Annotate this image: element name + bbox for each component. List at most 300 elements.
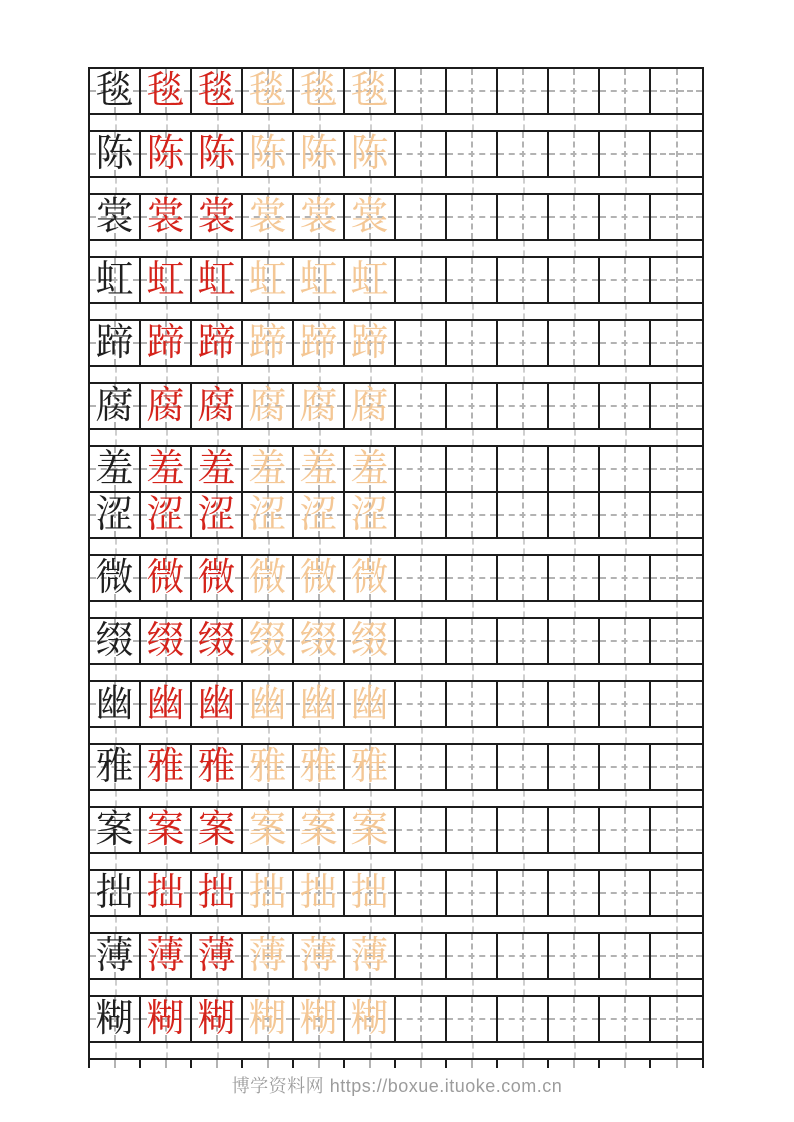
gap-dash-tick <box>421 115 423 130</box>
gap-dash-tick <box>472 791 474 806</box>
empty-practice-cell <box>549 619 600 663</box>
practice-row-裳 <box>88 193 704 241</box>
gap-dash-tick <box>370 665 372 680</box>
trace-cell <box>294 808 345 852</box>
empty-practice-cell <box>600 258 651 302</box>
model-cell <box>192 871 243 915</box>
empty-practice-cell <box>549 871 600 915</box>
trace-character: 蹄 <box>350 322 389 364</box>
trace-cell <box>345 69 396 113</box>
empty-practice-cell <box>549 934 600 978</box>
empty-practice-cell <box>549 69 600 113</box>
empty-practice-cell <box>498 258 549 302</box>
gap-dash-tick <box>625 917 627 932</box>
trace-cell <box>243 808 294 852</box>
trace-cell <box>345 447 396 491</box>
practice-row-毯 <box>88 67 704 115</box>
gap-dash-tick <box>166 1043 168 1058</box>
gap-dash-tick <box>217 241 219 256</box>
gap-dash-tick <box>574 728 576 743</box>
model-cell <box>141 997 192 1041</box>
gap-dash-tick <box>625 1043 627 1058</box>
trace-character: 案 <box>350 809 389 851</box>
empty-practice-cell <box>396 258 447 302</box>
example-character: 陈 <box>95 133 134 175</box>
trace-character: 雅 <box>299 746 338 788</box>
gap-dash-tick <box>472 430 474 445</box>
gap-dash-tick <box>217 980 219 995</box>
empty-practice-cell <box>498 556 549 600</box>
empty-practice-cell <box>600 871 651 915</box>
trace-character: 腐 <box>248 385 287 427</box>
example-cell <box>90 619 141 663</box>
trace-character: 薄 <box>248 935 287 977</box>
trace-cell <box>345 997 396 1041</box>
row-gap <box>88 665 704 680</box>
empty-practice-cell <box>447 1060 498 1068</box>
empty-practice-cell <box>651 1060 702 1068</box>
empty-practice-cell <box>447 745 498 789</box>
empty-practice-cell <box>549 321 600 365</box>
gap-dash-tick <box>217 665 219 680</box>
example-cell <box>90 384 141 428</box>
trace-character: 裳 <box>350 196 389 238</box>
empty-practice-cell <box>600 619 651 663</box>
empty-practice-cell <box>498 871 549 915</box>
empty-practice-cell <box>651 447 702 491</box>
trace-character: 虹 <box>350 259 389 301</box>
gap-dash-tick <box>421 791 423 806</box>
model-cell <box>192 258 243 302</box>
gap-dash-tick <box>472 539 474 554</box>
row-gap <box>88 728 704 743</box>
gap-dash-tick <box>217 539 219 554</box>
example-character: 涩 <box>95 494 134 536</box>
empty-practice-cell <box>498 934 549 978</box>
row-gap <box>88 304 704 319</box>
empty-practice-cell <box>498 321 549 365</box>
gap-dash-tick <box>472 854 474 869</box>
gap-dash-tick <box>574 241 576 256</box>
model-cell <box>141 132 192 176</box>
trace-character: 涩 <box>350 494 389 536</box>
empty-practice-cell <box>600 556 651 600</box>
model-cell <box>192 808 243 852</box>
gap-dash-tick <box>370 791 372 806</box>
empty-practice-cell <box>498 493 549 537</box>
gap-dash-tick <box>523 728 525 743</box>
practice-row-虹 <box>88 256 704 304</box>
gap-dash-tick <box>370 115 372 130</box>
empty-practice-cell <box>396 1060 447 1068</box>
practice-row-案 <box>88 806 704 854</box>
trace-character: 陈 <box>299 133 338 175</box>
empty-practice-cell <box>498 619 549 663</box>
gap-dash-tick <box>268 854 270 869</box>
trace-character: 虹 <box>248 259 287 301</box>
example-character: 案 <box>95 809 134 851</box>
empty-practice-cell <box>396 195 447 239</box>
gap-dash-tick <box>166 367 168 382</box>
gap-dash-tick <box>217 728 219 743</box>
gap-dash-tick <box>625 728 627 743</box>
gap-dash-tick <box>421 980 423 995</box>
empty-practice-cell <box>651 493 702 537</box>
gap-dash-tick <box>523 665 525 680</box>
gap-dash-tick <box>574 665 576 680</box>
gap-dash-tick <box>574 304 576 319</box>
empty-practice-cell <box>294 1060 345 1068</box>
gap-dash-tick <box>625 980 627 995</box>
model-character: 幽 <box>197 683 236 725</box>
gap-dash-tick <box>625 367 627 382</box>
trace-character: 缀 <box>350 620 389 662</box>
gap-dash-tick <box>472 367 474 382</box>
model-character: 雅 <box>197 746 236 788</box>
model-cell <box>192 682 243 726</box>
trace-cell <box>294 384 345 428</box>
trace-character: 糊 <box>299 998 338 1040</box>
gap-dash-tick <box>421 854 423 869</box>
gap-dash-tick <box>115 178 117 193</box>
gap-dash-tick <box>472 980 474 995</box>
empty-practice-cell <box>498 682 549 726</box>
example-character: 糊 <box>95 998 134 1040</box>
trace-cell <box>294 321 345 365</box>
gap-dash-tick <box>370 430 372 445</box>
model-character: 缀 <box>197 620 236 662</box>
trace-character: 缀 <box>248 620 287 662</box>
gap-dash-tick <box>370 178 372 193</box>
trace-character: 涩 <box>248 494 287 536</box>
gap-dash-tick <box>115 980 117 995</box>
empty-practice-cell <box>600 132 651 176</box>
empty-practice-cell <box>498 69 549 113</box>
model-character: 案 <box>197 809 236 851</box>
gap-dash-tick <box>319 1043 321 1058</box>
gap-dash-tick <box>115 430 117 445</box>
empty-practice-cell <box>651 258 702 302</box>
practice-row-蹄 <box>88 319 704 367</box>
gap-dash-tick <box>370 539 372 554</box>
trace-character: 腐 <box>299 385 338 427</box>
gap-dash-tick <box>268 304 270 319</box>
gap-dash-tick <box>319 791 321 806</box>
trace-cell <box>243 493 294 537</box>
model-cell <box>141 556 192 600</box>
empty-practice-cell <box>447 808 498 852</box>
empty-practice-cell <box>651 556 702 600</box>
practice-row-糊 <box>88 995 704 1043</box>
example-cell <box>90 493 141 537</box>
trace-cell <box>345 871 396 915</box>
gap-dash-tick <box>676 304 678 319</box>
empty-practice-cell <box>396 321 447 365</box>
gap-dash-tick <box>625 178 627 193</box>
empty-practice-cell <box>396 384 447 428</box>
example-character: 羞 <box>95 448 134 490</box>
gap-dash-tick <box>319 854 321 869</box>
model-character: 裳 <box>197 196 236 238</box>
model-character: 腐 <box>197 385 236 427</box>
trace-cell <box>243 69 294 113</box>
trace-cell <box>345 556 396 600</box>
gap-dash-tick <box>319 980 321 995</box>
gap-dash-tick <box>268 917 270 932</box>
empty-practice-cell <box>141 1060 192 1068</box>
gap-dash-tick <box>523 430 525 445</box>
gap-dash-tick <box>115 367 117 382</box>
model-cell <box>141 384 192 428</box>
empty-practice-cell <box>549 132 600 176</box>
gap-dash-tick <box>574 791 576 806</box>
gap-dash-tick <box>217 367 219 382</box>
empty-practice-cell <box>447 934 498 978</box>
empty-practice-cell <box>396 997 447 1041</box>
gap-dash-tick <box>268 665 270 680</box>
model-character: 拙 <box>197 872 236 914</box>
model-character: 糊 <box>146 998 185 1040</box>
practice-row-缀 <box>88 617 704 665</box>
example-character: 腐 <box>95 385 134 427</box>
empty-practice-cell <box>498 195 549 239</box>
empty-practice-cell <box>600 682 651 726</box>
empty-practice-cell <box>498 384 549 428</box>
practice-row-陈 <box>88 130 704 178</box>
gap-dash-tick <box>217 1043 219 1058</box>
gap-dash-tick <box>217 602 219 617</box>
gap-dash-tick <box>319 602 321 617</box>
trace-character: 案 <box>248 809 287 851</box>
model-cell <box>192 556 243 600</box>
gap-dash-tick <box>625 539 627 554</box>
gap-dash-tick <box>421 1043 423 1058</box>
gap-dash-tick <box>625 602 627 617</box>
empty-practice-cell <box>396 132 447 176</box>
trace-cell <box>243 745 294 789</box>
trace-character: 毯 <box>350 70 389 112</box>
trace-character: 毯 <box>248 70 287 112</box>
trace-cell <box>345 132 396 176</box>
trace-character: 幽 <box>248 683 287 725</box>
gap-dash-tick <box>319 917 321 932</box>
empty-practice-cell <box>447 132 498 176</box>
trace-cell <box>345 195 396 239</box>
practice-row-涩 <box>88 491 704 539</box>
empty-practice-cell <box>651 682 702 726</box>
trace-character: 毯 <box>299 70 338 112</box>
example-cell <box>90 195 141 239</box>
gap-dash-tick <box>676 602 678 617</box>
gap-dash-tick <box>217 178 219 193</box>
example-cell <box>90 258 141 302</box>
trace-character: 微 <box>350 557 389 599</box>
empty-practice-cell <box>651 69 702 113</box>
model-cell <box>141 682 192 726</box>
gap-dash-tick <box>676 1043 678 1058</box>
empty-practice-cell <box>651 997 702 1041</box>
model-character: 幽 <box>146 683 185 725</box>
trace-character: 蹄 <box>299 322 338 364</box>
gap-dash-tick <box>421 539 423 554</box>
gap-dash-tick <box>268 178 270 193</box>
empty-practice-cell <box>447 556 498 600</box>
empty-practice-cell <box>600 384 651 428</box>
gap-dash-tick <box>166 539 168 554</box>
example-character: 虹 <box>95 259 134 301</box>
gap-dash-tick <box>523 854 525 869</box>
empty-practice-cell <box>498 132 549 176</box>
empty-practice-cell <box>396 871 447 915</box>
gap-dash-tick <box>268 115 270 130</box>
model-cell <box>141 493 192 537</box>
model-character: 薄 <box>197 935 236 977</box>
gap-dash-tick <box>676 539 678 554</box>
empty-practice-cell <box>600 195 651 239</box>
empty-practice-cell <box>651 384 702 428</box>
example-character: 微 <box>95 557 134 599</box>
gap-dash-tick <box>268 602 270 617</box>
empty-practice-cell <box>600 493 651 537</box>
gap-dash-tick <box>523 980 525 995</box>
gap-dash-tick <box>319 665 321 680</box>
gap-dash-tick <box>370 728 372 743</box>
empty-practice-cell <box>447 195 498 239</box>
trace-cell <box>345 808 396 852</box>
gap-dash-tick <box>472 1043 474 1058</box>
example-cell <box>90 321 141 365</box>
empty-practice-cell <box>600 997 651 1041</box>
row-gap <box>88 539 704 554</box>
gap-dash-tick <box>574 980 576 995</box>
model-character: 案 <box>146 809 185 851</box>
empty-practice-cell <box>447 69 498 113</box>
empty-practice-cell <box>396 556 447 600</box>
trace-character: 微 <box>248 557 287 599</box>
empty-practice-cell <box>549 447 600 491</box>
gap-dash-tick <box>523 602 525 617</box>
gap-dash-tick <box>166 430 168 445</box>
model-cell <box>141 447 192 491</box>
gap-dash-tick <box>676 665 678 680</box>
empty-practice-cell <box>549 258 600 302</box>
gap-dash-tick <box>166 980 168 995</box>
gap-dash-tick <box>115 602 117 617</box>
trace-character: 虹 <box>299 259 338 301</box>
example-cell <box>90 447 141 491</box>
model-character: 微 <box>146 557 185 599</box>
row-gap <box>88 791 704 806</box>
empty-practice-cell <box>396 493 447 537</box>
empty-practice-cell <box>651 808 702 852</box>
gap-dash-tick <box>166 665 168 680</box>
empty-practice-cell <box>243 1060 294 1068</box>
empty-practice-cell <box>600 69 651 113</box>
gap-dash-tick <box>370 367 372 382</box>
trace-cell <box>345 384 396 428</box>
gap-dash-tick <box>676 367 678 382</box>
gap-dash-tick <box>115 665 117 680</box>
model-character: 裳 <box>146 196 185 238</box>
empty-practice-cell <box>447 258 498 302</box>
empty-practice-cell <box>345 1060 396 1068</box>
model-cell <box>141 195 192 239</box>
trace-cell <box>345 934 396 978</box>
trace-character: 薄 <box>299 935 338 977</box>
trace-cell <box>294 69 345 113</box>
row-gap <box>88 602 704 617</box>
row-gap <box>88 241 704 256</box>
gap-dash-tick <box>421 304 423 319</box>
gap-dash-tick <box>574 115 576 130</box>
model-character: 虹 <box>197 259 236 301</box>
example-character: 雅 <box>95 746 134 788</box>
gap-dash-tick <box>319 241 321 256</box>
gap-dash-tick <box>268 367 270 382</box>
empty-practice-cell <box>447 493 498 537</box>
gap-dash-tick <box>523 539 525 554</box>
empty-practice-cell <box>549 997 600 1041</box>
practice-row-幽 <box>88 680 704 728</box>
trace-character: 涩 <box>299 494 338 536</box>
example-cell <box>90 556 141 600</box>
gap-dash-tick <box>676 115 678 130</box>
gap-dash-tick <box>115 539 117 554</box>
gap-dash-tick <box>115 115 117 130</box>
gap-dash-tick <box>574 430 576 445</box>
gap-dash-tick <box>472 115 474 130</box>
empty-practice-cell <box>447 871 498 915</box>
gap-dash-tick <box>523 115 525 130</box>
trace-cell <box>243 934 294 978</box>
model-character: 陈 <box>146 133 185 175</box>
gap-dash-tick <box>217 917 219 932</box>
trace-cell <box>243 997 294 1041</box>
gap-dash-tick <box>676 791 678 806</box>
empty-practice-cell <box>192 1060 243 1068</box>
trace-cell <box>294 682 345 726</box>
gap-dash-tick <box>523 178 525 193</box>
empty-practice-cell <box>600 745 651 789</box>
gap-dash-tick <box>370 1043 372 1058</box>
gap-dash-tick <box>472 241 474 256</box>
empty-practice-cell <box>600 808 651 852</box>
gap-dash-tick <box>625 854 627 869</box>
trace-cell <box>294 493 345 537</box>
gap-dash-tick <box>115 728 117 743</box>
model-cell <box>192 384 243 428</box>
gap-dash-tick <box>217 791 219 806</box>
empty-practice-cell <box>498 745 549 789</box>
empty-practice-cell <box>651 619 702 663</box>
empty-practice-cell <box>90 1060 141 1068</box>
example-cell <box>90 808 141 852</box>
row-gap <box>88 854 704 869</box>
gap-dash-tick <box>574 539 576 554</box>
gap-dash-tick <box>676 178 678 193</box>
gap-dash-tick <box>676 980 678 995</box>
model-cell <box>192 997 243 1041</box>
trace-character: 糊 <box>350 998 389 1040</box>
gap-dash-tick <box>421 241 423 256</box>
trace-cell <box>243 321 294 365</box>
example-character: 薄 <box>95 935 134 977</box>
model-character: 雅 <box>146 746 185 788</box>
model-cell <box>192 619 243 663</box>
trace-cell <box>243 619 294 663</box>
trace-character: 拙 <box>299 872 338 914</box>
trace-character: 拙 <box>350 872 389 914</box>
